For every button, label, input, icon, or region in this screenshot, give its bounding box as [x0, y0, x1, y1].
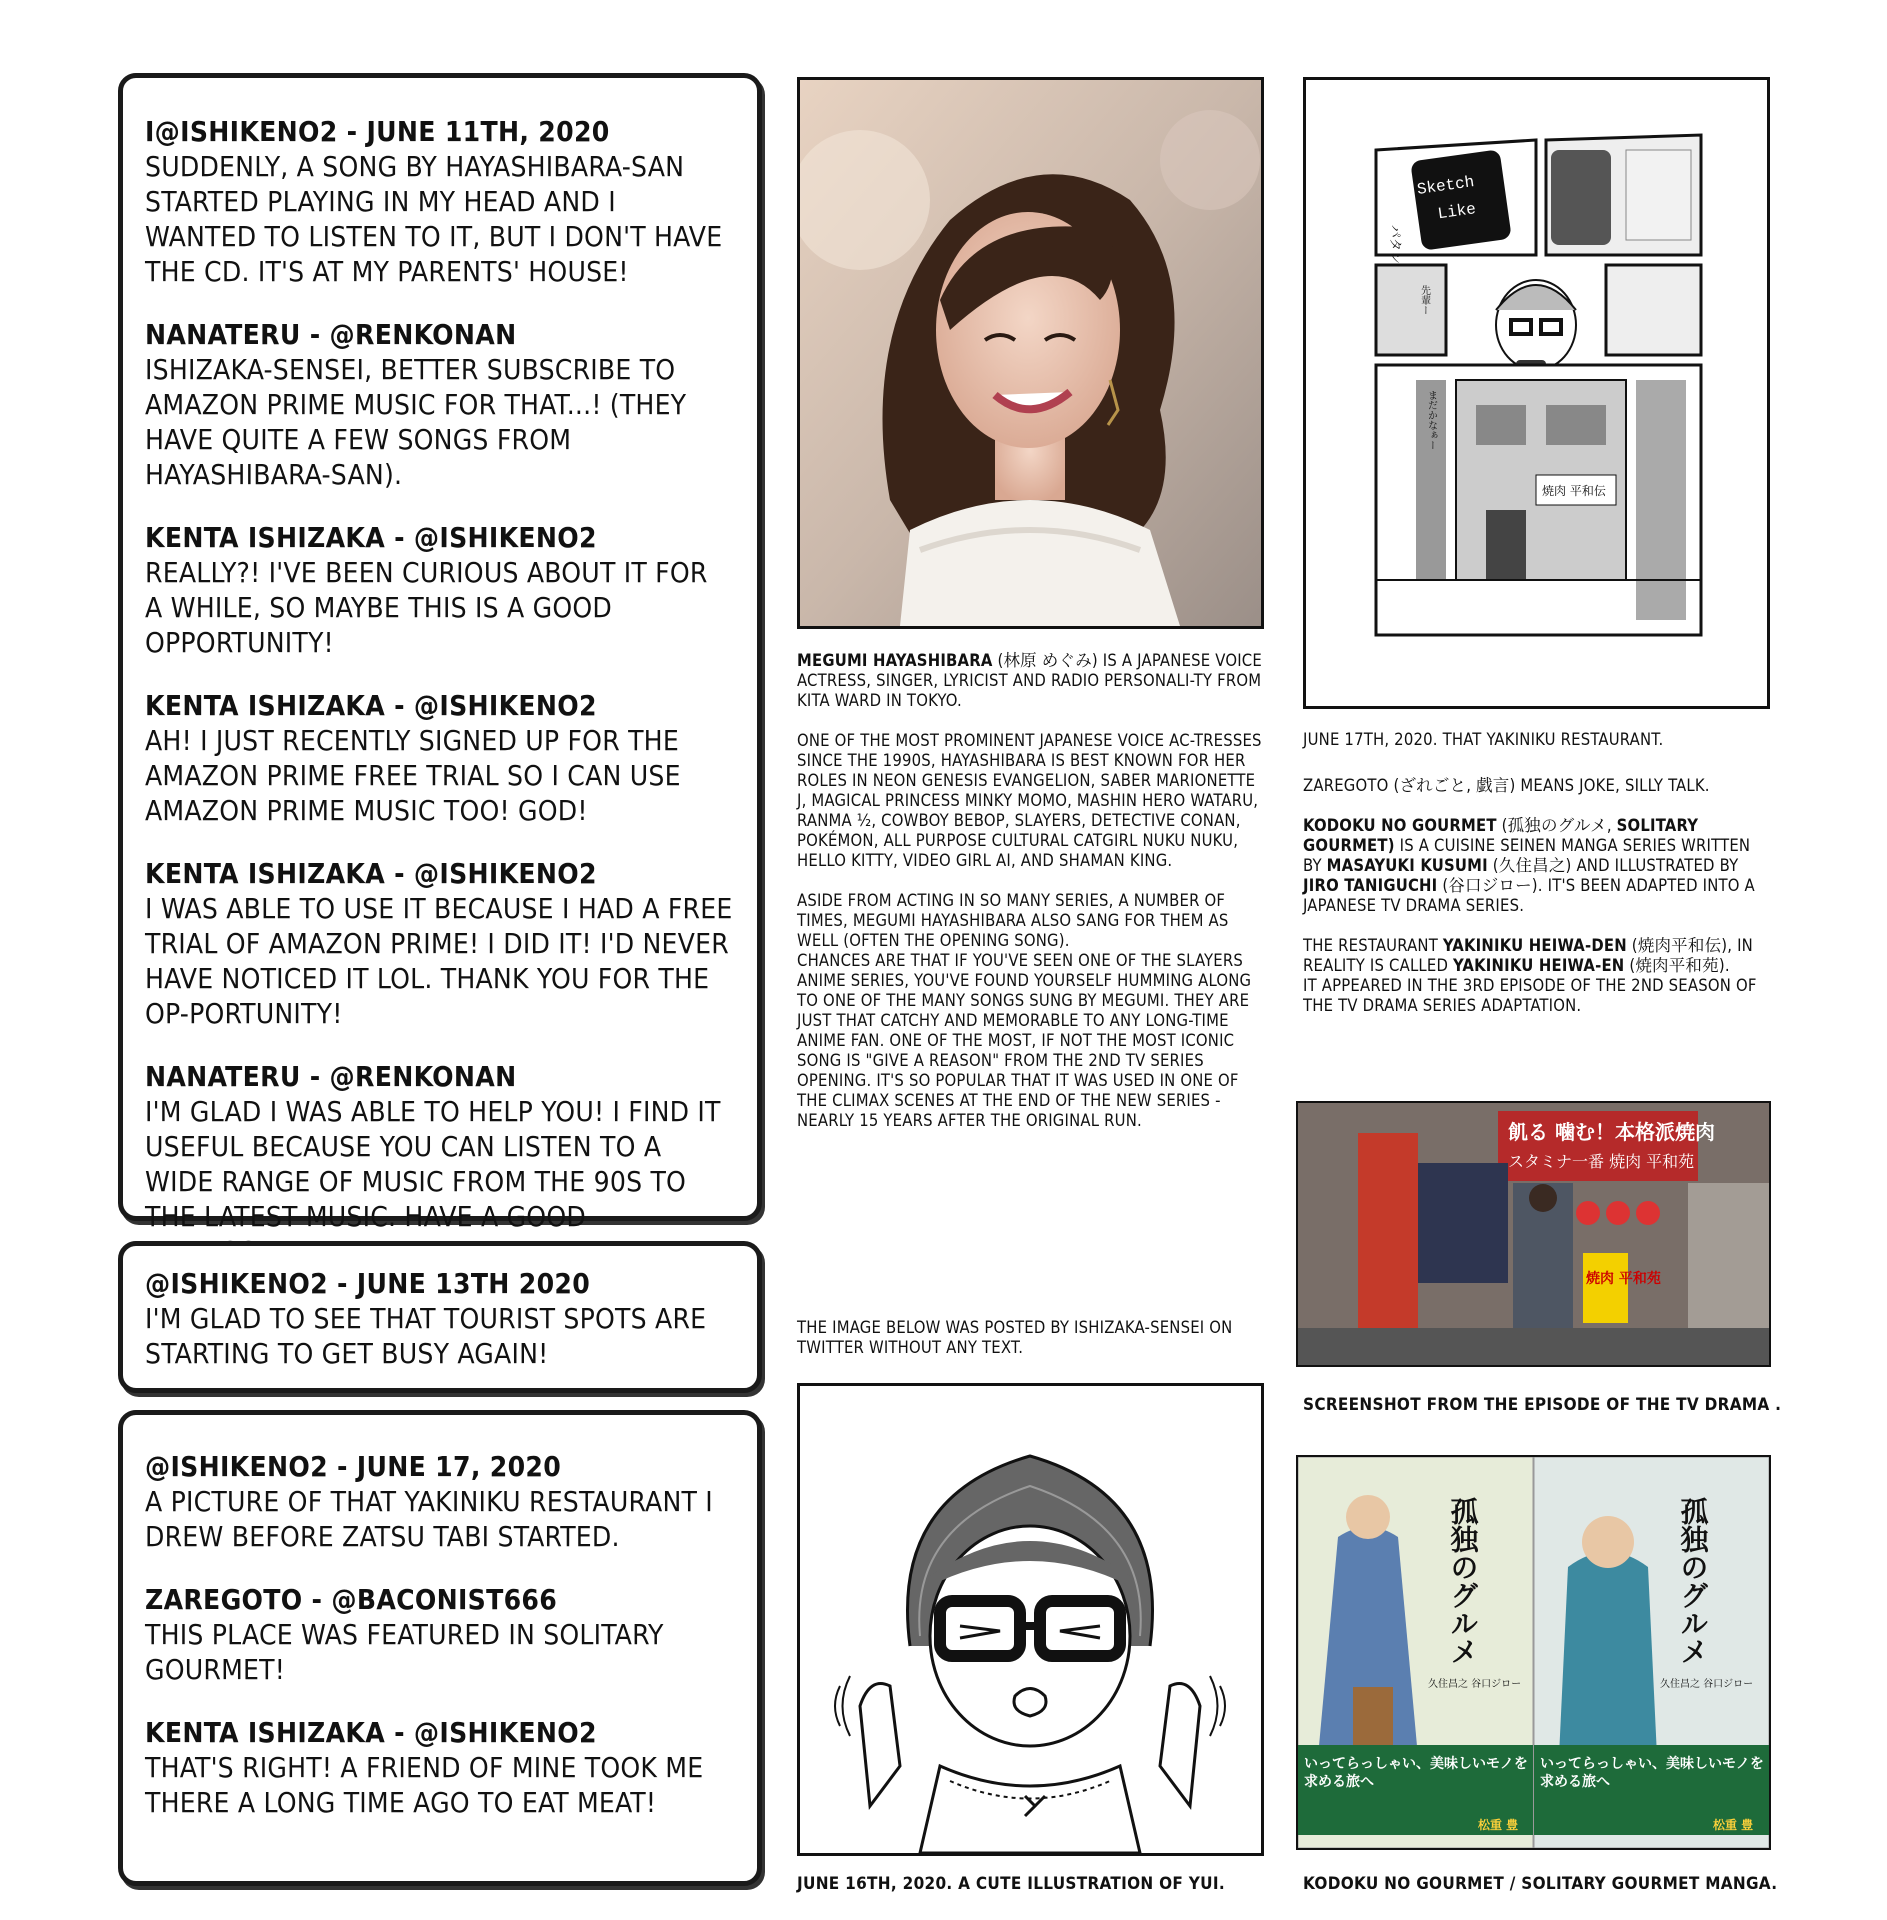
kodoku-author: MASAYUKI KUSUMI: [1326, 856, 1488, 875]
tweet-message: [145, 856, 733, 1031]
bio-roles: ONE OF THE MOST PROMINENT JAPANESE VOICE AC-TRESSES SINCE THE 1990S, HAYASHIBARA IS BEST KNOWN FOR HER ROLES IN NEON GENESIS EVANGELION, SABER MARIONETTE J, MAGICAL PRINCESS MINKY MOMO, MASHIN HERO WATARU, RANMA ½, COWBOY BEBOP, SLAYERS, DETECTIVE CONAN, POKÉMON, ALL PURPOSE CULTURAL CATGIRL NUKU NUKU, HELLO KITTY, VIDEO GIRL AI, AND SHAMAN KING.: [797, 731, 1262, 870]
tweet-author: @ISHIKENO2 - JUNE 13TH 2020: [145, 1267, 591, 1300]
bio-name-jp: (林原 めぐみ): [997, 651, 1098, 670]
cover-credit-1: 松重 豊: [1478, 1818, 1519, 1832]
sfx-senpai: 先輩ー: [1418, 285, 1430, 315]
tweet-text: THIS PLACE WAS FEATURED IN SOLITARY GOURMET!: [145, 1618, 664, 1686]
tweet-text: THAT'S RIGHT! A FRIEND OF MINE TOOK ME THERE A LONG TIME AGO TO EAT MEAT!: [145, 1751, 704, 1819]
image-note-text: THE IMAGE BELOW WAS POSTED BY ISHIZAKA-SENSEI ON TWITTER WITHOUT ANY TEXT.: [797, 1318, 1233, 1357]
yui-caption: JUNE 16TH, 2020. A CUTE ILLUSTRATION OF YUI.: [797, 1874, 1225, 1894]
restaurant-caption: JUNE 17TH, 2020. THAT YAKINIKU RESTAURANT.: [1303, 730, 1664, 749]
sfx-madaka: まだかなぁー: [1425, 390, 1437, 450]
restaurant-real: YAKINIKU HEIWA-EN: [1453, 956, 1625, 975]
tweet-text: A PICTURE OF THAT YAKINIKU RESTAURANT I DREW BEFORE ZATSU TABI STARTED.: [145, 1485, 713, 1553]
tweet-message: [145, 1059, 733, 1269]
tweet-text: SUDDENLY, A SONG BY HAYASHIBARA-SAN STARTED PLAYING IN MY HEAD AND I WANTED TO LISTEN TO IT, BUT I DON'T HAVE THE CD. IT'S AT MY PARENTS' HOUSE!: [145, 150, 723, 288]
tweet-message: [145, 688, 733, 828]
restaurant-note: [1303, 936, 1773, 976]
sfx-pata: パタン: [1387, 225, 1402, 265]
restaurant-real-jp: (焼肉平和苑).: [1624, 956, 1730, 975]
sfx-sketch: Sketch: [1415, 173, 1476, 199]
tweet-author: NANATERU - @RENKONAN: [145, 318, 517, 351]
restaurant-episode: IT APPEARED IN THE 3RD EPISODE OF THE 2ND SEASON OF THE TV DRAMA SERIES ADAPTATION.: [1303, 976, 1757, 1015]
tweet-message: [145, 317, 733, 492]
photo-sign-side: 焼肉 平和苑: [1586, 1271, 1661, 1287]
kodoku-english: SOLITARY GOURMET): [1303, 816, 1699, 855]
tweet-message: [145, 520, 733, 660]
sfx-sign: 焼肉 平和伝: [1542, 484, 1606, 498]
photo-sign-main: 飢る 噛む！本格派焼肉: [1508, 1120, 1715, 1144]
manga-page: [1303, 77, 1770, 709]
tweet-author: ZAREGOTO - @BACONIST666: [145, 1583, 558, 1616]
tweet-author: @ISHIKENO2 - JUNE 17, 2020: [145, 1450, 562, 1483]
tweet-text: ISHIZAKA-SENSEI, BETTER SUBSCRIBE TO AMAZON PRIME MUSIC FOR THAT...! (THEY HAVE QUITE A FEW SONGS FROM HAYASHIBARA-SAN).: [145, 353, 687, 491]
portrait-photo: [797, 77, 1264, 629]
gourmet-notes: [1303, 776, 1773, 1036]
tweet-text: AH! I JUST RECENTLY SIGNED UP FOR THE AMAZON PRIME FREE TRIAL SO I CAN USE AMAZON PRIME MUSIC TOO! GOD!: [145, 724, 681, 827]
tweet-bubble-2: [118, 1241, 762, 1393]
kodoku-desc: IS A CUISINE SEINEN MANGA SERIES WRITTEN BY: [1303, 836, 1751, 875]
tweet-message: [145, 1449, 733, 1554]
kodoku-title: KODOKU NO GOURMET: [1303, 816, 1497, 835]
bio-slayers: CHANCES ARE THAT IF YOU'VE SEEN ONE OF THE SLAYERS ANIME SERIES, YOU'VE FOUND YOURSELF HUMMING ALONG TO ONE OF THE MANY SONGS SUNG BY MEGUMI. THEY ARE JUST THAT CATCHY AND MEMORABLE TO ANY LONG-TIME ANIME FAN. ONE OF THE MOST, IF NOT THE MOST ICONIC SONG IS "GIVE A REASON" FROM THE 2ND TV SERIES OPENING. IT'S SO POPULAR THAT IT WAS USED IN ONE OF THE CLIMAX SCENES AT THE END OF THE NEW SERIES - NEARLY 15 YEARS AFTER THE ORIGINAL RUN.: [797, 951, 1252, 1130]
tweet-text: I'M GLAD I WAS ABLE TO HELP YOU! I FIND IT USEFUL BECAUSE YOU CAN LISTEN TO A WIDE RANGE OF MUSIC FROM THE 90S TO THE LATEST MUSIC. HAVE A GOOD: [145, 1095, 721, 1233]
bio-rest: IS A JAPANESE VOICE ACTRESS, SINGER, LYRICIST AND RADIO PERSONALI-TY FROM KITA WARD IN TOKYO.: [797, 651, 1262, 710]
tweet-author: KENTA ISHIZAKA - @ISHIKENO2: [145, 857, 597, 890]
kodoku-jp: (孤独のグルメ,: [1496, 816, 1617, 835]
kodoku-author-jp: (久住昌之) AND ILLUSTRATED BY: [1487, 856, 1739, 875]
tweet-text: I'M GLAD TO SEE THAT TOURIST SPOTS ARE STARTING TO GET BUSY AGAIN!: [145, 1302, 707, 1370]
tweet-bubble-3: [118, 1410, 762, 1886]
tweet-message: [145, 1715, 733, 1820]
tweet-message: [145, 114, 733, 289]
restaurant-intro: THE RESTAURANT: [1303, 936, 1443, 955]
restaurant-fiction-jp: (焼肉平和伝), IN REALITY IS CALLED: [1303, 936, 1753, 975]
zaregoto-note: [1303, 776, 1773, 796]
tweet-author: KENTA ISHIZAKA - @ISHIKENO2: [145, 1716, 597, 1749]
tweet-author: KENTA ISHIZAKA - @ISHIKENO2: [145, 521, 597, 554]
photo-sign-sub: スタミナ一番 焼肉 平和苑: [1508, 1152, 1695, 1171]
manga-covers-caption: KODOKU NO GOURMET / SOLITARY GOURMET MANGA.: [1303, 1874, 1778, 1894]
zaregoto-term: ZAREGOTO: [1303, 776, 1389, 795]
tweet-bubble-1: [118, 73, 762, 1233]
bio-songs: ASIDE FROM ACTING IN SO MANY SERIES, A NUMBER OF TIMES, MEGUMI HAYASHIBARA ALSO SANG FOR THEM AS WELL (OFTEN THE OPENING SONG).: [797, 891, 1229, 950]
bio-paragraph: [797, 651, 1267, 711]
tv-drama-caption: SCREENSHOT FROM THE EPISODE OF THE TV DRAMA .: [1303, 1395, 1782, 1415]
manga-covers: [1296, 1455, 1771, 1850]
tweet-author: I@ISHIKENO2 - JUNE 11TH, 2020: [145, 115, 610, 148]
bio-name: MEGUMI HAYASHIBARA: [797, 651, 993, 670]
tweet-message: [145, 1266, 733, 1371]
bio-text: [797, 651, 1267, 1151]
cover-title-2: 孤独のグルメ: [1676, 1497, 1710, 1665]
cover-credit-2: 松重 豊: [1713, 1818, 1754, 1832]
yui-illustration: [797, 1383, 1264, 1856]
cover-title-1: 孤独のグルメ: [1446, 1497, 1480, 1665]
tweet-text: REALLY?! I'VE BEEN CURIOUS ABOUT IT FOR A WHILE, SO MAYBE THIS IS A GOOD OPPORTUNITY!: [145, 556, 708, 659]
cover-banner-2: いってらっしゃい、美味しいモノを求める旅へ: [1540, 1756, 1764, 1790]
kodoku-artist: JIRO TANIGUCHI: [1303, 876, 1438, 895]
kodoku-adapt: (谷口ジロー). IT'S BEEN ADAPTED INTO A JAPANESE TV DRAMA SERIES.: [1303, 876, 1755, 915]
kodoku-note: [1303, 816, 1773, 916]
image-note: [797, 1318, 1267, 1378]
cover-authors-2: 久住昌之 谷口ジロー: [1660, 1679, 1754, 1690]
restaurant-fiction: YAKINIKU HEIWA-DEN: [1442, 936, 1627, 955]
cover-authors-1: 久住昌之 谷口ジロー: [1428, 1679, 1522, 1690]
tweet-author: KENTA ISHIZAKA - @ISHIKENO2: [145, 689, 597, 722]
cover-banner-1: いってらっしゃい、美味しいモノを求める旅へ: [1304, 1756, 1528, 1790]
tweet-author: NANATERU - @RENKONAN: [145, 1060, 517, 1093]
tweet-message: [145, 1582, 733, 1687]
sfx-like: Like: [1436, 200, 1478, 224]
tv-drama-screenshot: [1296, 1101, 1771, 1367]
zaregoto-meaning: (ざれごと, 戯言) MEANS JOKE, SILLY TALK.: [1388, 776, 1710, 795]
tweet-text: I WAS ABLE TO USE IT BECAUSE I HAD A FREE TRIAL OF AMAZON PRIME! I DID IT! I'D NEVER HAVE NOTICED IT LOL. THANK YOU FOR THE OP-PORTUNITY!: [145, 892, 733, 1030]
